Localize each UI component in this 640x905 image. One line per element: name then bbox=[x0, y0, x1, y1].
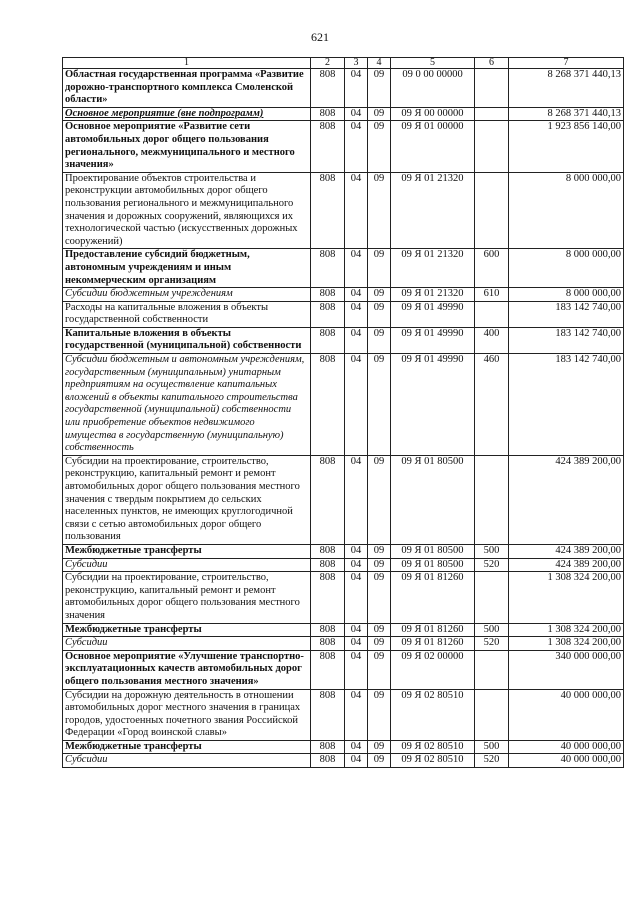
ministry-code-cell bbox=[311, 740, 345, 754]
ministry-code-cell-text: 808 bbox=[319, 572, 336, 584]
subsection-code-cell-text: 09 bbox=[373, 740, 385, 752]
ministry-code-cell-text: 808 bbox=[319, 455, 336, 467]
amount-cell-text: 424 389 200,00 bbox=[555, 558, 621, 570]
subsection-code-cell-text: 09 bbox=[373, 121, 385, 133]
amount-cell bbox=[509, 650, 624, 689]
expense-type-cell bbox=[475, 301, 509, 327]
row-name-cell bbox=[63, 327, 311, 353]
row-name-cell bbox=[63, 121, 311, 172]
expense-type-cell bbox=[475, 650, 509, 689]
amount-cell-text: 1 923 856 140,00 bbox=[547, 121, 621, 133]
target-article-cell bbox=[391, 107, 475, 121]
subsection-code-cell bbox=[368, 327, 391, 353]
section-code-cell-text: 04 bbox=[350, 121, 362, 133]
row-name-cell-text: Субсидии бюджетным учреждениям bbox=[65, 288, 233, 300]
target-article-cell-text: 09 Я 01 81260 bbox=[401, 572, 464, 584]
ministry-code-cell bbox=[311, 689, 345, 740]
amount-cell-text: 1 308 324 200,00 bbox=[547, 623, 621, 635]
ministry-code-cell bbox=[311, 637, 345, 651]
target-article-cell bbox=[391, 69, 475, 108]
row-name-cell-text: Субсидии bbox=[65, 754, 108, 766]
ministry-code-cell-text: 808 bbox=[319, 121, 336, 133]
column-header: 4 bbox=[368, 58, 391, 69]
expense-type-cell-text: 500 bbox=[483, 740, 500, 752]
ministry-code-cell bbox=[311, 107, 345, 121]
subsection-code-cell-text: 09 bbox=[373, 623, 385, 635]
expense-type-cell bbox=[475, 121, 509, 172]
expense-type-cell-text: 610 bbox=[483, 288, 500, 300]
section-code-cell bbox=[345, 623, 368, 637]
table-row bbox=[63, 544, 624, 558]
target-article-cell bbox=[391, 288, 475, 302]
table-row bbox=[63, 572, 624, 623]
subsection-code-cell-text: 09 bbox=[373, 354, 385, 366]
subsection-code-cell bbox=[368, 121, 391, 172]
amount-cell bbox=[509, 172, 624, 249]
ministry-code-cell-text: 808 bbox=[319, 740, 336, 752]
expense-type-cell bbox=[475, 740, 509, 754]
target-article-cell-text: 09 Я 01 49990 bbox=[401, 301, 464, 313]
ministry-code-cell bbox=[311, 650, 345, 689]
subsection-code-cell bbox=[368, 301, 391, 327]
row-name-cell-text: Проектирование объектов строительства и реконструкции автомобильных дорог общего пользования регионального и межмуниципального значения и дорожных сооружений, являющихся их технологической частью (искусственных дорожных сооружений) bbox=[65, 172, 298, 247]
ministry-code-cell-text: 808 bbox=[319, 689, 336, 701]
amount-cell-text: 340 000 000,00 bbox=[555, 650, 621, 662]
target-article-cell bbox=[391, 121, 475, 172]
ministry-code-cell-text: 808 bbox=[319, 650, 336, 662]
amount-cell-text: 40 000 000,00 bbox=[560, 689, 621, 701]
row-name-cell-text: Субсидии на дорожную деятельность в отношении автомобильных дорог местного значения в границах городов, удостоенных почетного звания Российской Федерации «Город воинской славы» bbox=[65, 689, 301, 739]
row-name-cell bbox=[63, 754, 311, 768]
expense-type-cell bbox=[475, 107, 509, 121]
table-row bbox=[63, 288, 624, 302]
section-code-cell-text: 04 bbox=[350, 754, 362, 766]
ministry-code-cell bbox=[311, 301, 345, 327]
row-name-cell bbox=[63, 354, 311, 456]
subsection-code-cell bbox=[368, 637, 391, 651]
ministry-code-cell bbox=[311, 558, 345, 572]
expense-type-cell bbox=[475, 455, 509, 544]
amount-cell bbox=[509, 121, 624, 172]
amount-cell bbox=[509, 544, 624, 558]
section-code-cell-text: 04 bbox=[350, 650, 362, 662]
expense-type-cell bbox=[475, 754, 509, 768]
expense-type-cell bbox=[475, 172, 509, 249]
target-article-cell-text: 09 Я 02 80510 bbox=[401, 740, 464, 752]
table-row bbox=[63, 623, 624, 637]
ministry-code-cell-text: 808 bbox=[319, 754, 336, 766]
ministry-code-cell-text: 808 bbox=[319, 69, 336, 80]
subsection-code-cell-text: 09 bbox=[373, 172, 385, 184]
expense-type-cell-text: 400 bbox=[483, 327, 500, 339]
target-article-cell-text: 09 Я 01 21320 bbox=[401, 288, 464, 300]
row-name-cell bbox=[63, 301, 311, 327]
target-article-cell-text: 09 Я 02 80510 bbox=[401, 754, 464, 766]
row-name-cell bbox=[63, 558, 311, 572]
ministry-code-cell-text: 808 bbox=[319, 637, 336, 649]
target-article-cell-text: 09 Я 01 49990 bbox=[401, 327, 464, 339]
row-name-cell-text: Субсидии bbox=[65, 637, 108, 649]
section-code-cell-text: 04 bbox=[350, 637, 362, 649]
expense-type-cell-text: 460 bbox=[483, 354, 500, 366]
amount-cell-text: 8 000 000,00 bbox=[565, 172, 621, 184]
subsection-code-cell-text: 09 bbox=[373, 455, 385, 467]
subsection-code-cell-text: 09 bbox=[373, 107, 385, 119]
target-article-cell bbox=[391, 650, 475, 689]
amount-cell bbox=[509, 69, 624, 108]
amount-cell-text: 1 308 324 200,00 bbox=[547, 637, 621, 649]
target-article-cell bbox=[391, 354, 475, 456]
expense-type-cell bbox=[475, 572, 509, 623]
expense-type-cell bbox=[475, 689, 509, 740]
table-body bbox=[63, 69, 624, 768]
row-name-cell bbox=[63, 249, 311, 288]
subsection-code-cell-text: 09 bbox=[373, 650, 385, 662]
table-row bbox=[63, 69, 624, 108]
target-article-cell-text: 09 0 00 00000 bbox=[402, 69, 463, 80]
amount-cell bbox=[509, 623, 624, 637]
section-code-cell bbox=[345, 650, 368, 689]
expense-type-cell bbox=[475, 354, 509, 456]
ministry-code-cell bbox=[311, 623, 345, 637]
subsection-code-cell-text: 09 bbox=[373, 544, 385, 556]
ministry-code-cell bbox=[311, 249, 345, 288]
expense-type-cell-text: 520 bbox=[483, 637, 500, 649]
row-name-cell-text: Капитальные вложения в объекты государственной (муниципальной) собственности bbox=[65, 327, 302, 352]
ministry-code-cell bbox=[311, 754, 345, 768]
target-article-cell-text: 09 Я 01 80500 bbox=[401, 455, 464, 467]
row-name-cell bbox=[63, 572, 311, 623]
subsection-code-cell-text: 09 bbox=[373, 69, 385, 80]
target-article-cell-text: 09 Я 00 00000 bbox=[401, 107, 464, 119]
expense-type-cell-text: 600 bbox=[483, 249, 500, 261]
column-header: 7 bbox=[509, 58, 624, 69]
section-code-cell bbox=[345, 572, 368, 623]
amount-cell-text: 8 000 000,00 bbox=[565, 249, 621, 261]
amount-cell bbox=[509, 558, 624, 572]
ministry-code-cell bbox=[311, 69, 345, 108]
subsection-code-cell-text: 09 bbox=[373, 754, 385, 766]
amount-cell bbox=[509, 327, 624, 353]
amount-cell-text: 1 308 324 200,00 bbox=[547, 572, 621, 584]
ministry-code-cell-text: 808 bbox=[319, 354, 336, 366]
row-name-cell bbox=[63, 623, 311, 637]
row-name-cell bbox=[63, 69, 311, 108]
section-code-cell bbox=[345, 107, 368, 121]
table-row bbox=[63, 354, 624, 456]
amount-cell-text: 40 000 000,00 bbox=[560, 754, 621, 766]
ministry-code-cell bbox=[311, 327, 345, 353]
table-row bbox=[63, 327, 624, 353]
subsection-code-cell-text: 09 bbox=[373, 689, 385, 701]
amount-cell bbox=[509, 740, 624, 754]
ministry-code-cell bbox=[311, 354, 345, 456]
column-header: 2 bbox=[311, 58, 345, 69]
ministry-code-cell bbox=[311, 455, 345, 544]
column-header: 1 bbox=[63, 58, 311, 69]
subsection-code-cell bbox=[368, 544, 391, 558]
amount-cell-text: 424 389 200,00 bbox=[555, 544, 621, 556]
table-row bbox=[63, 121, 624, 172]
amount-cell-text: 424 389 200,00 bbox=[555, 455, 621, 467]
amount-cell bbox=[509, 354, 624, 456]
subsection-code-cell bbox=[368, 69, 391, 108]
subsection-code-cell-text: 09 bbox=[373, 637, 385, 649]
table-row bbox=[63, 650, 624, 689]
table-row bbox=[63, 249, 624, 288]
amount-cell bbox=[509, 107, 624, 121]
subsection-code-cell bbox=[368, 249, 391, 288]
expense-type-cell bbox=[475, 623, 509, 637]
table-header-row bbox=[63, 58, 624, 69]
target-article-cell bbox=[391, 558, 475, 572]
subsection-code-cell-text: 09 bbox=[373, 572, 385, 584]
section-code-cell bbox=[345, 740, 368, 754]
subsection-code-cell bbox=[368, 650, 391, 689]
section-code-cell bbox=[345, 637, 368, 651]
amount-cell-text: 8 268 371 440,13 bbox=[547, 69, 621, 80]
row-name-cell bbox=[63, 455, 311, 544]
row-name-cell-text: Основное мероприятие «Улучшение транспортно-эксплуатационных качеств автомобильных дорог общего пользования местного значения» bbox=[65, 650, 304, 687]
page-number: 621 bbox=[311, 30, 329, 44]
table-row bbox=[63, 754, 624, 768]
section-code-cell bbox=[345, 689, 368, 740]
row-name-cell bbox=[63, 107, 311, 121]
ministry-code-cell-text: 808 bbox=[319, 623, 336, 635]
row-name-cell-text: Межбюджетные трансферты bbox=[65, 544, 202, 556]
column-header: 6 bbox=[475, 58, 509, 69]
amount-cell bbox=[509, 301, 624, 327]
ministry-code-cell bbox=[311, 288, 345, 302]
target-article-cell-text: 09 Я 01 81260 bbox=[401, 623, 464, 635]
row-name-cell-text: Субсидии bbox=[65, 558, 108, 570]
row-name-cell bbox=[63, 544, 311, 558]
subsection-code-cell bbox=[368, 572, 391, 623]
target-article-cell-text: 09 Я 01 21320 bbox=[401, 172, 464, 184]
section-code-cell bbox=[345, 301, 368, 327]
target-article-cell bbox=[391, 572, 475, 623]
target-article-cell bbox=[391, 544, 475, 558]
target-article-cell bbox=[391, 689, 475, 740]
amount-cell-text: 183 142 740,00 bbox=[555, 301, 621, 313]
amount-cell bbox=[509, 249, 624, 288]
section-code-cell bbox=[345, 354, 368, 456]
expense-type-cell bbox=[475, 249, 509, 288]
expense-type-cell bbox=[475, 558, 509, 572]
section-code-cell bbox=[345, 544, 368, 558]
row-name-cell-text: Межбюджетные трансферты bbox=[65, 623, 202, 635]
target-article-cell bbox=[391, 249, 475, 288]
expense-type-cell bbox=[475, 69, 509, 108]
section-code-cell-text: 04 bbox=[350, 249, 362, 261]
row-name-cell-text: Межбюджетные трансферты bbox=[65, 740, 202, 752]
row-name-cell-text: Областная государственная программа «Развитие дорожно-транспортного комплекса Смоленской области» bbox=[65, 69, 304, 106]
section-code-cell-text: 04 bbox=[350, 172, 362, 184]
table-row bbox=[63, 455, 624, 544]
section-code-cell bbox=[345, 121, 368, 172]
target-article-cell bbox=[391, 623, 475, 637]
subsection-code-cell bbox=[368, 740, 391, 754]
subsection-code-cell-text: 09 bbox=[373, 327, 385, 339]
row-name-cell bbox=[63, 637, 311, 651]
section-code-cell bbox=[345, 249, 368, 288]
row-name-cell-text: Субсидии на проектирование, строительство, реконструкцию, капитальный ремонт и ремонт автомобильных дорог общего пользования местного значения с твердым покрытием до сельских населенных пунктов, не имеющих круглогодичной связи с сетью автомобильных дорог общего пользования bbox=[65, 455, 300, 543]
subsection-code-cell bbox=[368, 623, 391, 637]
table-row bbox=[63, 637, 624, 651]
target-article-cell bbox=[391, 301, 475, 327]
subsection-code-cell bbox=[368, 172, 391, 249]
amount-cell bbox=[509, 637, 624, 651]
section-code-cell-text: 04 bbox=[350, 69, 362, 80]
ministry-code-cell-text: 808 bbox=[319, 544, 336, 556]
column-header: 3 bbox=[345, 58, 368, 69]
table-row bbox=[63, 301, 624, 327]
section-code-cell-text: 04 bbox=[350, 288, 362, 300]
table-row bbox=[63, 689, 624, 740]
amount-cell-text: 183 142 740,00 bbox=[555, 327, 621, 339]
amount-cell-text: 183 142 740,00 bbox=[555, 354, 621, 366]
section-code-cell bbox=[345, 327, 368, 353]
section-code-cell-text: 04 bbox=[350, 572, 362, 584]
target-article-cell-text: 09 Я 01 80500 bbox=[401, 544, 464, 556]
expense-type-cell bbox=[475, 544, 509, 558]
row-name-cell bbox=[63, 288, 311, 302]
amount-cell bbox=[509, 572, 624, 623]
table-row bbox=[63, 740, 624, 754]
ministry-code-cell bbox=[311, 572, 345, 623]
ministry-code-cell bbox=[311, 121, 345, 172]
row-name-cell-text: Субсидии на проектирование, строительство, реконструкцию, капитальный ремонт и ремонт автомобильных дорог общего пользования местного значения bbox=[65, 572, 300, 621]
target-article-cell-text: 09 Я 01 00000 bbox=[401, 121, 464, 133]
section-code-cell-text: 04 bbox=[350, 107, 362, 119]
table-row bbox=[63, 172, 624, 249]
target-article-cell-text: 09 Я 01 49990 bbox=[401, 354, 464, 366]
ministry-code-cell-text: 808 bbox=[319, 558, 336, 570]
section-code-cell-text: 04 bbox=[350, 740, 362, 752]
target-article-cell-text: 09 Я 02 00000 bbox=[401, 650, 464, 662]
row-name-cell-text: Основное мероприятие (вне подпрограмм) bbox=[65, 107, 264, 119]
row-name-cell-text: Основное мероприятие «Развитие сети автомобильных дорог общего пользования регионального, межмуниципального и местного значения» bbox=[65, 121, 295, 171]
subsection-code-cell bbox=[368, 107, 391, 121]
section-code-cell-text: 04 bbox=[350, 301, 362, 313]
subsection-code-cell-text: 09 bbox=[373, 558, 385, 570]
section-code-cell bbox=[345, 69, 368, 108]
subsection-code-cell bbox=[368, 689, 391, 740]
budget-table bbox=[62, 57, 624, 768]
subsection-code-cell bbox=[368, 558, 391, 572]
ministry-code-cell-text: 808 bbox=[319, 107, 336, 119]
row-name-cell-text: Субсидии бюджетным и автономным учреждениям, государственным (муниципальным) унитарным предприятиям на осуществление капитальных вложений в объекты капитального строительства государственной (муниципальной) собственности или приобретение объектов недвижимого имущества в государственную (муниципальную) собственность bbox=[65, 354, 305, 454]
section-code-cell-text: 04 bbox=[350, 623, 362, 635]
section-code-cell bbox=[345, 558, 368, 572]
expense-type-cell-text: 520 bbox=[483, 558, 500, 570]
expense-type-cell bbox=[475, 288, 509, 302]
ministry-code-cell-text: 808 bbox=[319, 172, 336, 184]
row-name-cell bbox=[63, 740, 311, 754]
column-header: 5 bbox=[391, 58, 475, 69]
section-code-cell-text: 04 bbox=[350, 327, 362, 339]
amount-cell-text: 40 000 000,00 bbox=[560, 740, 621, 752]
expense-type-cell-text: 500 bbox=[483, 623, 500, 635]
table-row bbox=[63, 107, 624, 121]
target-article-cell-text: 09 Я 02 80510 bbox=[401, 689, 464, 701]
subsection-code-cell-text: 09 bbox=[373, 288, 385, 300]
ministry-code-cell-text: 808 bbox=[319, 288, 336, 300]
target-article-cell-text: 09 Я 01 80500 bbox=[401, 558, 464, 570]
subsection-code-cell bbox=[368, 455, 391, 544]
row-name-cell bbox=[63, 650, 311, 689]
section-code-cell-text: 04 bbox=[350, 558, 362, 570]
target-article-cell-text: 09 Я 01 81260 bbox=[401, 637, 464, 649]
subsection-code-cell-text: 09 bbox=[373, 249, 385, 261]
section-code-cell-text: 04 bbox=[350, 455, 362, 467]
ministry-code-cell-text: 808 bbox=[319, 301, 336, 313]
ministry-code-cell bbox=[311, 544, 345, 558]
amount-cell-text: 8 000 000,00 bbox=[565, 288, 621, 300]
amount-cell bbox=[509, 455, 624, 544]
ministry-code-cell-text: 808 bbox=[319, 249, 336, 261]
amount-cell bbox=[509, 689, 624, 740]
amount-cell-text: 8 268 371 440,13 bbox=[547, 107, 621, 119]
section-code-cell bbox=[345, 754, 368, 768]
expense-type-cell bbox=[475, 327, 509, 353]
section-code-cell bbox=[345, 172, 368, 249]
section-code-cell-text: 04 bbox=[350, 354, 362, 366]
subsection-code-cell bbox=[368, 288, 391, 302]
section-code-cell bbox=[345, 455, 368, 544]
expense-type-cell-text: 500 bbox=[483, 544, 500, 556]
row-name-cell-text: Предоставление субсидий бюджетным, автономным учреждениям и иным некоммерческим организациям bbox=[65, 249, 250, 286]
expense-type-cell bbox=[475, 637, 509, 651]
target-article-cell bbox=[391, 637, 475, 651]
subsection-code-cell bbox=[368, 754, 391, 768]
ministry-code-cell-text: 808 bbox=[319, 327, 336, 339]
subsection-code-cell-text: 09 bbox=[373, 301, 385, 313]
section-code-cell bbox=[345, 288, 368, 302]
target-article-cell bbox=[391, 327, 475, 353]
target-article-cell-text: 09 Я 01 21320 bbox=[401, 249, 464, 261]
section-code-cell-text: 04 bbox=[350, 689, 362, 701]
table-row bbox=[63, 558, 624, 572]
target-article-cell bbox=[391, 754, 475, 768]
subsection-code-cell bbox=[368, 354, 391, 456]
amount-cell bbox=[509, 288, 624, 302]
row-name-cell-text: Расходы на капитальные вложения в объекты государственной собственности bbox=[65, 301, 269, 326]
target-article-cell bbox=[391, 172, 475, 249]
ministry-code-cell bbox=[311, 172, 345, 249]
expense-type-cell-text: 520 bbox=[483, 754, 500, 766]
target-article-cell bbox=[391, 455, 475, 544]
amount-cell bbox=[509, 754, 624, 768]
row-name-cell bbox=[63, 172, 311, 249]
target-article-cell bbox=[391, 740, 475, 754]
row-name-cell bbox=[63, 689, 311, 740]
section-code-cell-text: 04 bbox=[350, 544, 362, 556]
